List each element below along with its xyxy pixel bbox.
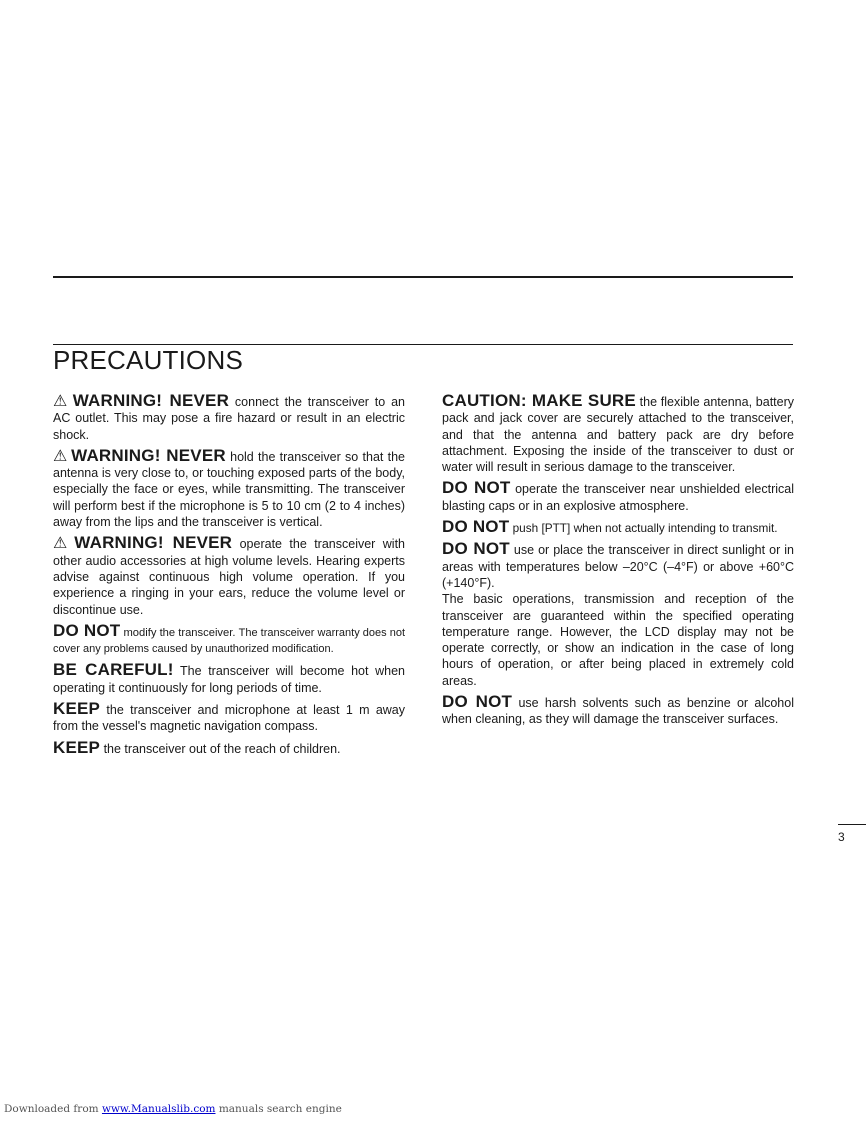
precaution-item (53, 445, 406, 530)
precaution-followup: The basic operations, transmission and reception of the transceiver are guaranteed within the specified operating temperature range. However, the LCD display may not be operate correctly, or show an indication in the case of long hours of operation, or after being placed in extremely cold areas. (442, 592, 794, 688)
precaution-text: the transceiver out of the reach of children. (103, 741, 341, 756)
precaution-item (442, 393, 794, 475)
precaution-keyword: DO NOT (442, 478, 511, 498)
precaution-item (53, 701, 405, 735)
precaution-text: push [PTT] when not actually intending to transmit. (512, 521, 778, 536)
warning-triangle-icon: ⚠ (53, 535, 72, 553)
page-number-divider (838, 824, 866, 825)
precaution-item (442, 519, 794, 536)
precaution-keyword: KEEP (53, 737, 101, 757)
precaution-text: operate the transceiver with other audio accessories at high volume levels. Hearing experts advise against continuous high volume operation. If you experience a ringing in your ears, reduce the volume level or discontinue use. (53, 537, 405, 617)
right-column (442, 393, 794, 733)
precaution-item (442, 541, 794, 591)
footer-prefix: Downloaded from (4, 1103, 99, 1115)
precaution-note: The transceiver warranty does not cover any problems caused by unauthorized modification. (53, 626, 406, 656)
warning-triangle-icon: ⚠ (53, 393, 70, 410)
precaution-keyword: DO NOT (442, 539, 510, 559)
precaution-keyword: BE CAREFUL! (53, 660, 174, 680)
page-number: 3 (838, 830, 845, 844)
precaution-text: The transceiver will become hot when operating it continuously for long periods of time. (53, 664, 405, 695)
precaution-text: hold the transceiver so that the antenna is very close to, or touching exposed parts of the body, especially the face or eyes, while transmitting. The transceiver will perform best if the microphone is 5 to 10 cm (2 to 4 inches) away from the lips and the transceiver is vertical. (53, 449, 406, 530)
footer-suffix: manuals search engine (218, 1103, 342, 1115)
precaution-keyword: DO NOT (442, 517, 510, 537)
precaution-text: operate the transceiver near unshielded electrical blasting caps or in an explosive atmosphere. (442, 482, 794, 513)
precaution-text: the flexible antenna, battery pack and jack cover are securely attached to the transceiver, and that the antenna and battery pack are dry before attachment. Exposing the inside of the transceiver to dust or water will result in serious damage to the transceiver. (442, 395, 794, 475)
precaution-item (442, 694, 794, 728)
precaution-item (53, 737, 405, 757)
page-title: PRECAUTIONS (53, 345, 244, 375)
precaution-text: modify the transceiver. (123, 626, 236, 639)
precaution-keyword: DO NOT (442, 692, 513, 712)
warning-triangle-icon: ⚠ (53, 447, 69, 465)
precaution-keyword: KEEP (53, 699, 101, 719)
precaution-item (53, 393, 405, 443)
precaution-keyword: WARNING! NEVER (71, 445, 226, 465)
precaution-text: the transceiver and microphone at least 1 m away from the vessel's magnetic navigation compass. (53, 703, 405, 734)
download-footer (4, 1103, 342, 1115)
precaution-item (442, 480, 794, 514)
precaution-item (53, 620, 406, 658)
precaution-item (53, 535, 405, 617)
precaution-text: use or place the transceiver in direct sunlight or in areas with temperatures below –20°C (–4°F) or above +60°C (+140°F). (442, 543, 794, 590)
left-column (53, 393, 405, 762)
precaution-keyword: DO NOT (53, 620, 121, 640)
top-divider (53, 276, 793, 278)
precaution-item (53, 662, 405, 696)
precaution-text: use harsh solvents such as benzine or alcohol when cleaning, as they will damage the transceiver surfaces. (442, 696, 794, 727)
manualslib-link[interactable]: www.Manualslib.com (101, 1103, 216, 1115)
precaution-text: connect the transceiver to an AC outlet. This may pose a fire hazard or result in an electric shock. (53, 395, 405, 442)
precaution-keyword: CAUTION: MAKE SURE (442, 391, 636, 410)
precaution-keyword: WARNING! NEVER (74, 533, 233, 553)
precaution-keyword: WARNING! NEVER (72, 391, 230, 410)
